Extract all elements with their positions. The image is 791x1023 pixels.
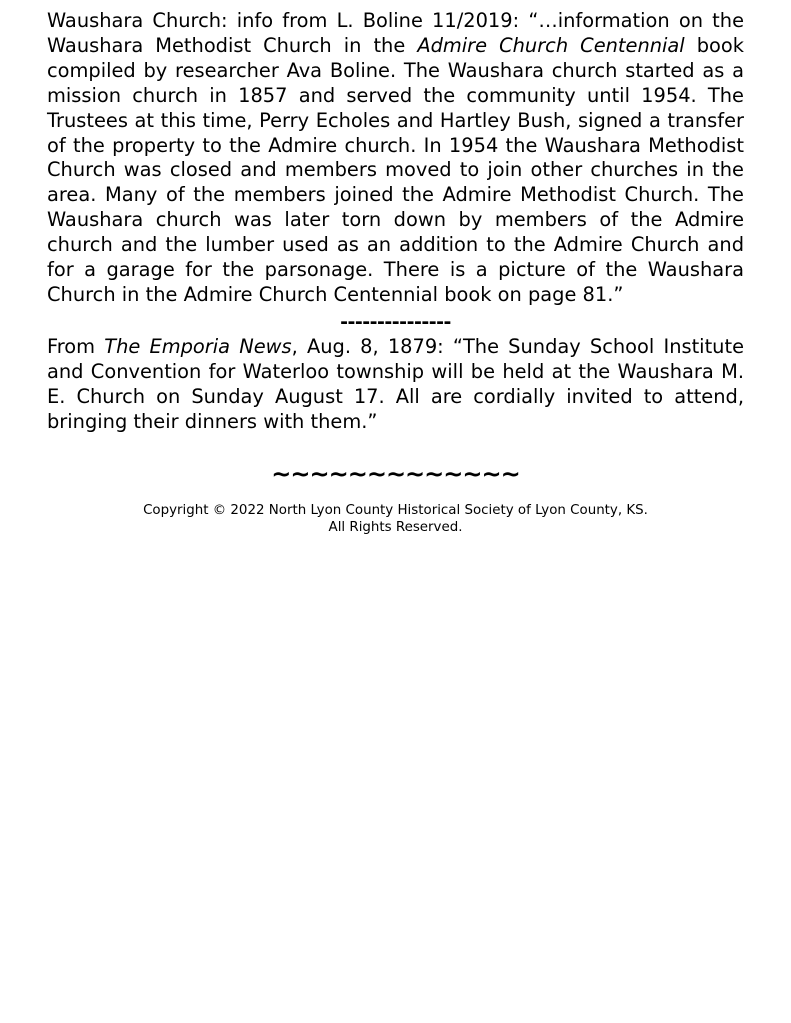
book-title: Admire Church Centennial xyxy=(417,33,685,57)
tilde-divider: ~~~~~~~~~~~~~ xyxy=(271,459,520,488)
dash-divider: --------------- xyxy=(340,310,451,333)
copyright-notice xyxy=(47,502,744,536)
paragraph1-body: book compiled by researcher Ava Boline. The Waushara church started as a mission church in 1857 and served the community until 1954. The Trustees at this time, Perry Echoles and Hartley Bush, signed a transfer of the property to the Admire church. In 1954 the Waushara Methodist Church was closed and members moved to join other churches in the area. Many of the members joined the Admire Methodist Church. The Waushara church was later torn down by members of the Admire church and the lumber used as an addition to the Admire Church and for a garage for the parsonage. There is a picture of the Waushara Church in the Admire Church Centennial book on page 81.” xyxy=(47,33,744,306)
copyright-line-1: Copyright © 2022 North Lyon County Historical Society of Lyon County, KS. xyxy=(143,502,648,518)
paragraph1-intro: Waushara Church: info from L. Boline 11/2019: “…information on the Waushara Methodist Church in the xyxy=(47,9,744,57)
copyright-line-2: All Rights Reserved. xyxy=(328,519,463,535)
paragraph2-intro: From xyxy=(47,334,105,358)
paragraph2-body: , Aug. 8, 1879: “The Sunday School Institute and Convention for Waterloo township will be held at the Waushara M. E. Church on Sunday August 17. All are cordially invited to attend, bringing their dinners with them.” xyxy=(47,334,744,433)
document-page xyxy=(47,9,744,536)
newspaper-title: The Emporia News xyxy=(104,334,292,358)
waushara-church-paragraph xyxy=(47,9,744,308)
emporia-news-paragraph xyxy=(47,335,744,435)
